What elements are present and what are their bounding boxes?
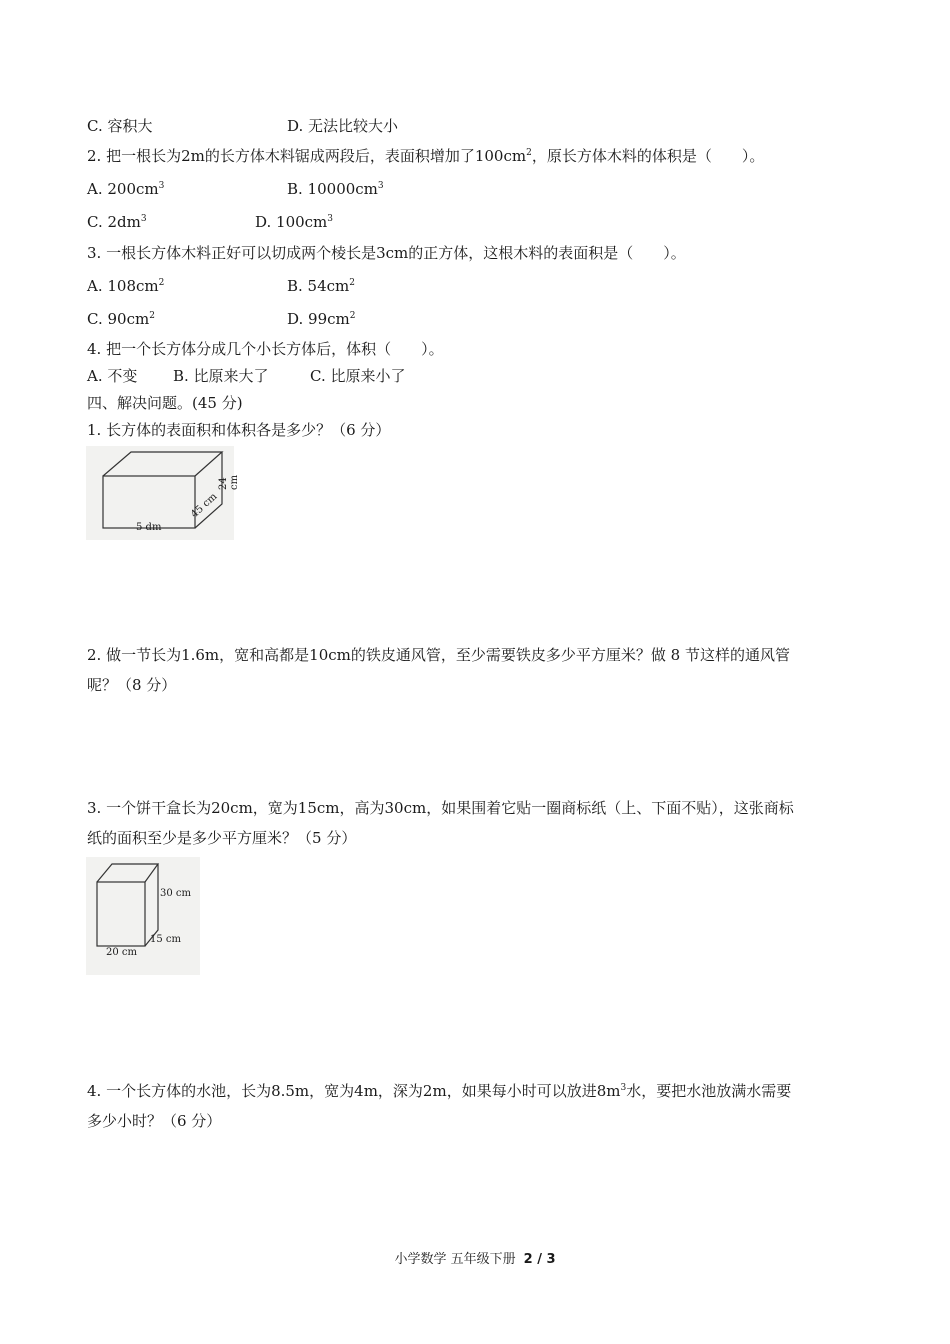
q1-option-d: D. 无法比较大小 [287, 117, 399, 135]
problem2-line1: 2. 做一节长为1.6m，宽和高都是10cm的铁皮通风管，至少需要铁皮多少平方厘米？做 8 节这样的通风管 [87, 646, 790, 664]
footer-text: 小学数学 五年级下册 [394, 1252, 516, 1267]
q3-option-c: C. $90cm^2$ [87, 310, 155, 328]
problem3-line1: 3. 一个饼干盒长为20cm，宽为15cm，高为30cm，如果围着它贴一圈商标纸（上、下面不贴），这张商标 [87, 799, 794, 817]
height-label: 24 cm [218, 474, 240, 490]
problem1-text: 1. 长方体的表面积和体积各是多少？（6 分） [87, 421, 391, 439]
box-length-label: 20 cm [106, 947, 137, 958]
problem3-line2: 纸的面积至少是多少平方厘米？（5 分） [87, 829, 357, 847]
q4-option-a: A. 不变 [87, 367, 138, 385]
width-label: 45 cm [189, 491, 220, 521]
page-number: 2 / 3 [523, 1252, 556, 1267]
q2-stem: 2. 把一根长为2m的长方体木料锯成两段后，表面积增加了$100cm^2$，原长方体木料的体积是（ ）。 [87, 147, 765, 165]
section4-heading: 四、解决问题。(45 分) [87, 394, 243, 412]
problem4-line1: 4. 一个长方体的水池，长为8.5m，宽为4m，深为2m，如果每小时可以放进$8m^3$水，要把水池放满水需要 [87, 1082, 792, 1100]
q2-option-c: C. $2dm^3$ [87, 213, 147, 231]
q3-option-d: D. $99cm^2$ [287, 310, 356, 328]
q3-option-a: A. $108cm^2$ [87, 277, 165, 295]
page-footer [0, 1248, 950, 1267]
cuboid-figure-1 [86, 446, 240, 540]
q4-stem: 4. 把一个长方体分成几个小长方体后，体积（ ）。 [87, 340, 444, 358]
q4-option-b: B. 比原来大了 [173, 367, 269, 385]
q1-option-c: C. 容积大 [87, 117, 153, 135]
problem4-line2: 多少小时？（6 分） [87, 1112, 222, 1130]
q3-option-b: B. $54cm^2$ [287, 277, 356, 295]
q3-stem: 3. 一根长方体木料正好可以切成两个棱长是3cm的正方体，这根木料的表面积是（ ）。 [87, 244, 686, 262]
q2-option-d: D. $100cm^3$ [255, 213, 334, 231]
length-label: 5 dm [136, 522, 162, 533]
q4-option-c: C. 比原来小了 [310, 367, 406, 385]
q2-option-b: B. $10000cm^3$ [287, 180, 384, 198]
biscuit-box-figure [86, 857, 200, 975]
problem2-line2: 呢？（8 分） [87, 676, 177, 694]
box-width-label: 15 cm [150, 934, 181, 945]
box-height-label: 30 cm [160, 888, 191, 899]
box-drawing [86, 857, 200, 975]
q2-option-a: A. $200cm^3$ [87, 180, 165, 198]
